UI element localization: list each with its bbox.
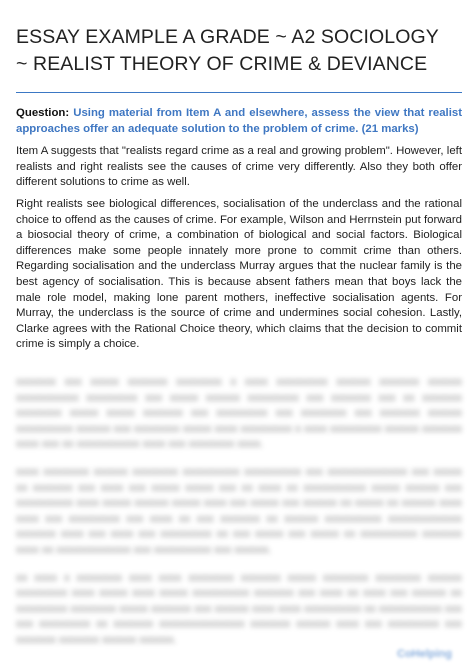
question-text: Using material from Item A and elsewhere, assess the view that realist approaches offer an adequate solution to the problem of crime. (21 marks) [16,107,462,135]
blurred-preview-content [16,375,462,655]
question-label: Question: [16,107,70,119]
blurred-paragraph: xxxx xxxxxxxx xxxxxx xxxxxxxx xxxxxxxxxx xxxxxxxxxx xxx xxxxxxxxxxxxxx xxx xxxxx xx xxxxxxx xxx xxxx xxx xxxxx xxxxx xxx xx xxxx xx xxxxxxxxxxx xxxxx xxxxxx xxx xxxxxxxxxx xxxx xxxxx xxxxxx xxxxx xxxx xxx xxxxx xxx xxxxxx xx xxxxx xx xxxxxx xxxx xxxx xxx xxxxxxxxx xxx xxxx xx xxx xxxxxxx xx xxxxxx xxxxxxxxxx xxxxxxxxxxxxx xxxxxxx xxxx xxx xxxx xxx xxxxxxxxx xx xxx xxxxx xxx xxxxx xx xxxxxxxxxx xxxxxxx xxxx xx xxxxxxxxxxxxx xxx xxxxxxxxxx xxx xxxxxx. [16,465,462,556]
paragraph-2: Right realists see biological differences, socialisation of the underclass and the rational choice to offend as the causes of crime. For example, Wilson and Herrnstein put forward a biosocial theory of crime, a combination of biological and social factors. Biological differences make some people innately more prone to commit crime than others. Regarding socialisation and the underclass Murray argues that the nuclear family is the best agency of socialisation. This is because absent fathers mean that boys lack the male role model, making lone parent mothers, ineffective socialisation agents. For Murray, the underclass is the source of crime and undermines social cohesion. Lastly, Clarke agrees with the Rational Choice theory, which claims that the decision to commit crime is simply a choice. [16,198,462,351]
document-title [16,24,462,78]
blurred-paragraph: xx xxxx x xxxxxxxx xxxx xxxx xxxxxxxx xxxxxxx xxxxx xxxxxxxx xxxxxxxx xxxxxx xxxxxxxxx xxxx xxxxx xxxx xxxxx xxxxxxxxxx xxxxxxx xxx xxxx xx xxxx xxx xxxxxx xx xxxxxxxxx xxxxxxxx xxxxx xxxxxxx xxx xxxxxx xxxx xxxx xxxxxxxxxx xx xxxxxxxxxxx xxx xxx xxxxxxxxx xx xxxxxxx xxxxxxxxxxxxxxx xxxxxxx xxxxxx xxxx xxx xxxxxxxxx xxx xxxxxxx xxxxxxx xxxxxx xxxxxx. [16,571,462,646]
title-divider [16,92,462,93]
blurred-paragraph: xxxxxxx xxx xxxxx xxxxxxx xxxxxxxx x xxxx xxxxxxxxx xxxxxx xxxxxxx xxxxxx xxxxxxxxxxx xxxxxxxxx xxx xxxxx xxxxxx xxxxxxxxx xxx xxxxxxx xxx xx xxxxxxx xxxxxxxx xxxxx xxxxx xxxxxxx xxx xxxxxxxxx xxx xxxxxxxx xxx xxxxxxx xxxxxx xxxxxxxxxx xxxxxx xxx xxxxxxxx xxxxx xxxx xxxxxxxxx x xxxx xxxxxxxxx xxxxxx xxxxxxx xxxx xxx xx xxxxxxxxxxx xxxx xxx xxxxxxxx xxxx. [16,376,462,451]
title-line-1: ESSAY EXAMPLE A GRADE ~ A2 SOCIOLOGY [16,26,439,48]
paragraph-1: Item A suggests that "realists regard crime as a real and growing problem". However, left realists and right realists see the causes of crime very differently. Also they both offer different solutions to crime as well. [16,145,462,189]
title-line-2: ~ REALIST THEORY OF CRIME & DEVIANCE [16,53,428,75]
watermark-logo: CoHelping [397,648,452,660]
question-paragraph [16,106,462,137]
